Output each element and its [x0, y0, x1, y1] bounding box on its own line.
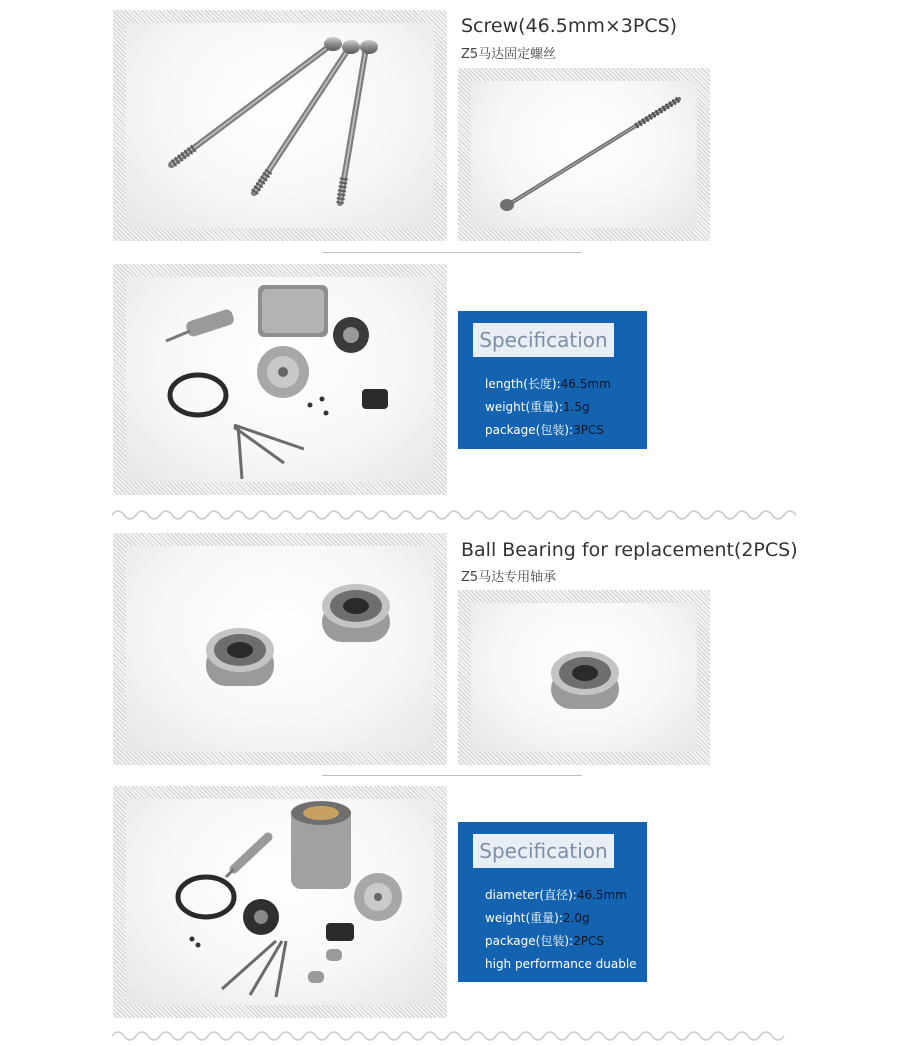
spec-package-value: 3PCS: [573, 423, 604, 437]
single-screw-illustration: [471, 81, 697, 228]
spec-length-label: length(长度):: [485, 377, 561, 391]
divider-line-1: [322, 252, 582, 253]
bearing-photo-large: [126, 546, 434, 752]
spec-package-label: package(包装):: [485, 423, 574, 437]
bearing-left: [206, 628, 274, 686]
divider-line-2: [322, 775, 582, 776]
spec-length: [485, 373, 611, 396]
spec-package-2-value: 2PCS: [573, 934, 604, 948]
bearing-photo-frame-small: [458, 590, 710, 765]
bearing-photo-frame-large: [113, 533, 447, 765]
motor-kit-photo-1: [126, 277, 434, 482]
spec-diameter: [485, 884, 637, 907]
spec-weight-label: weight(重量):: [485, 400, 563, 414]
spec-diameter-value: 46.5mm: [576, 888, 627, 902]
spec-package-2: [485, 930, 637, 953]
single-bearing-illustration: [471, 603, 697, 752]
three-screws-illustration: [126, 23, 434, 228]
spec-package: [485, 419, 611, 442]
specification-list-1: [485, 373, 611, 442]
screw-photo-frame-large: [113, 10, 447, 241]
specification-heading-2: Specification: [473, 834, 614, 868]
spec-package-2-label: package(包装):: [485, 934, 574, 948]
motor-parts-illustration-1: [126, 277, 434, 482]
bearing-right: [322, 584, 390, 642]
spec-weight-2-value: 2.0g: [562, 911, 590, 925]
spec-length-value: 46.5mm: [560, 377, 611, 391]
bearing-photo-small: [471, 603, 697, 752]
specification-box-1: [458, 311, 647, 449]
specification-heading-1: Specification: [473, 323, 614, 357]
motor-kit-photo-frame-1: [113, 264, 447, 495]
flourish-divider-2: [112, 1027, 796, 1045]
spec-diameter-label: diameter(直径):: [485, 888, 577, 902]
spec-performance-note-text: high performance duable: [485, 957, 637, 971]
spec-weight-2: [485, 907, 637, 930]
motor-kit-photo-frame-2: [113, 786, 447, 1018]
spec-weight-value: 1.5g: [562, 400, 590, 414]
flourish-divider-1: [112, 506, 796, 524]
screw-photo-large: [126, 23, 434, 228]
two-bearings-illustration: [126, 546, 434, 752]
spec-performance-note: [485, 953, 637, 976]
bearing-title: Ball Bearing for replacement(2PCS): [461, 539, 798, 561]
motor-kit-photo-2: [126, 799, 434, 1005]
specification-list-2: [485, 884, 637, 976]
spec-weight: [485, 396, 611, 419]
specification-box-2: [458, 822, 647, 982]
screw-photo-frame-small: [458, 68, 710, 241]
screw-subtitle: Z5马达固定螺丝: [461, 47, 557, 62]
motor-parts-illustration-2: [126, 799, 434, 1005]
spec-weight-2-label: weight(重量):: [485, 911, 563, 925]
screw-title: Screw(46.5mm×3PCS): [461, 15, 678, 37]
bearing-subtitle: Z5马达专用轴承: [461, 570, 557, 585]
screw-photo-small: [471, 81, 697, 228]
